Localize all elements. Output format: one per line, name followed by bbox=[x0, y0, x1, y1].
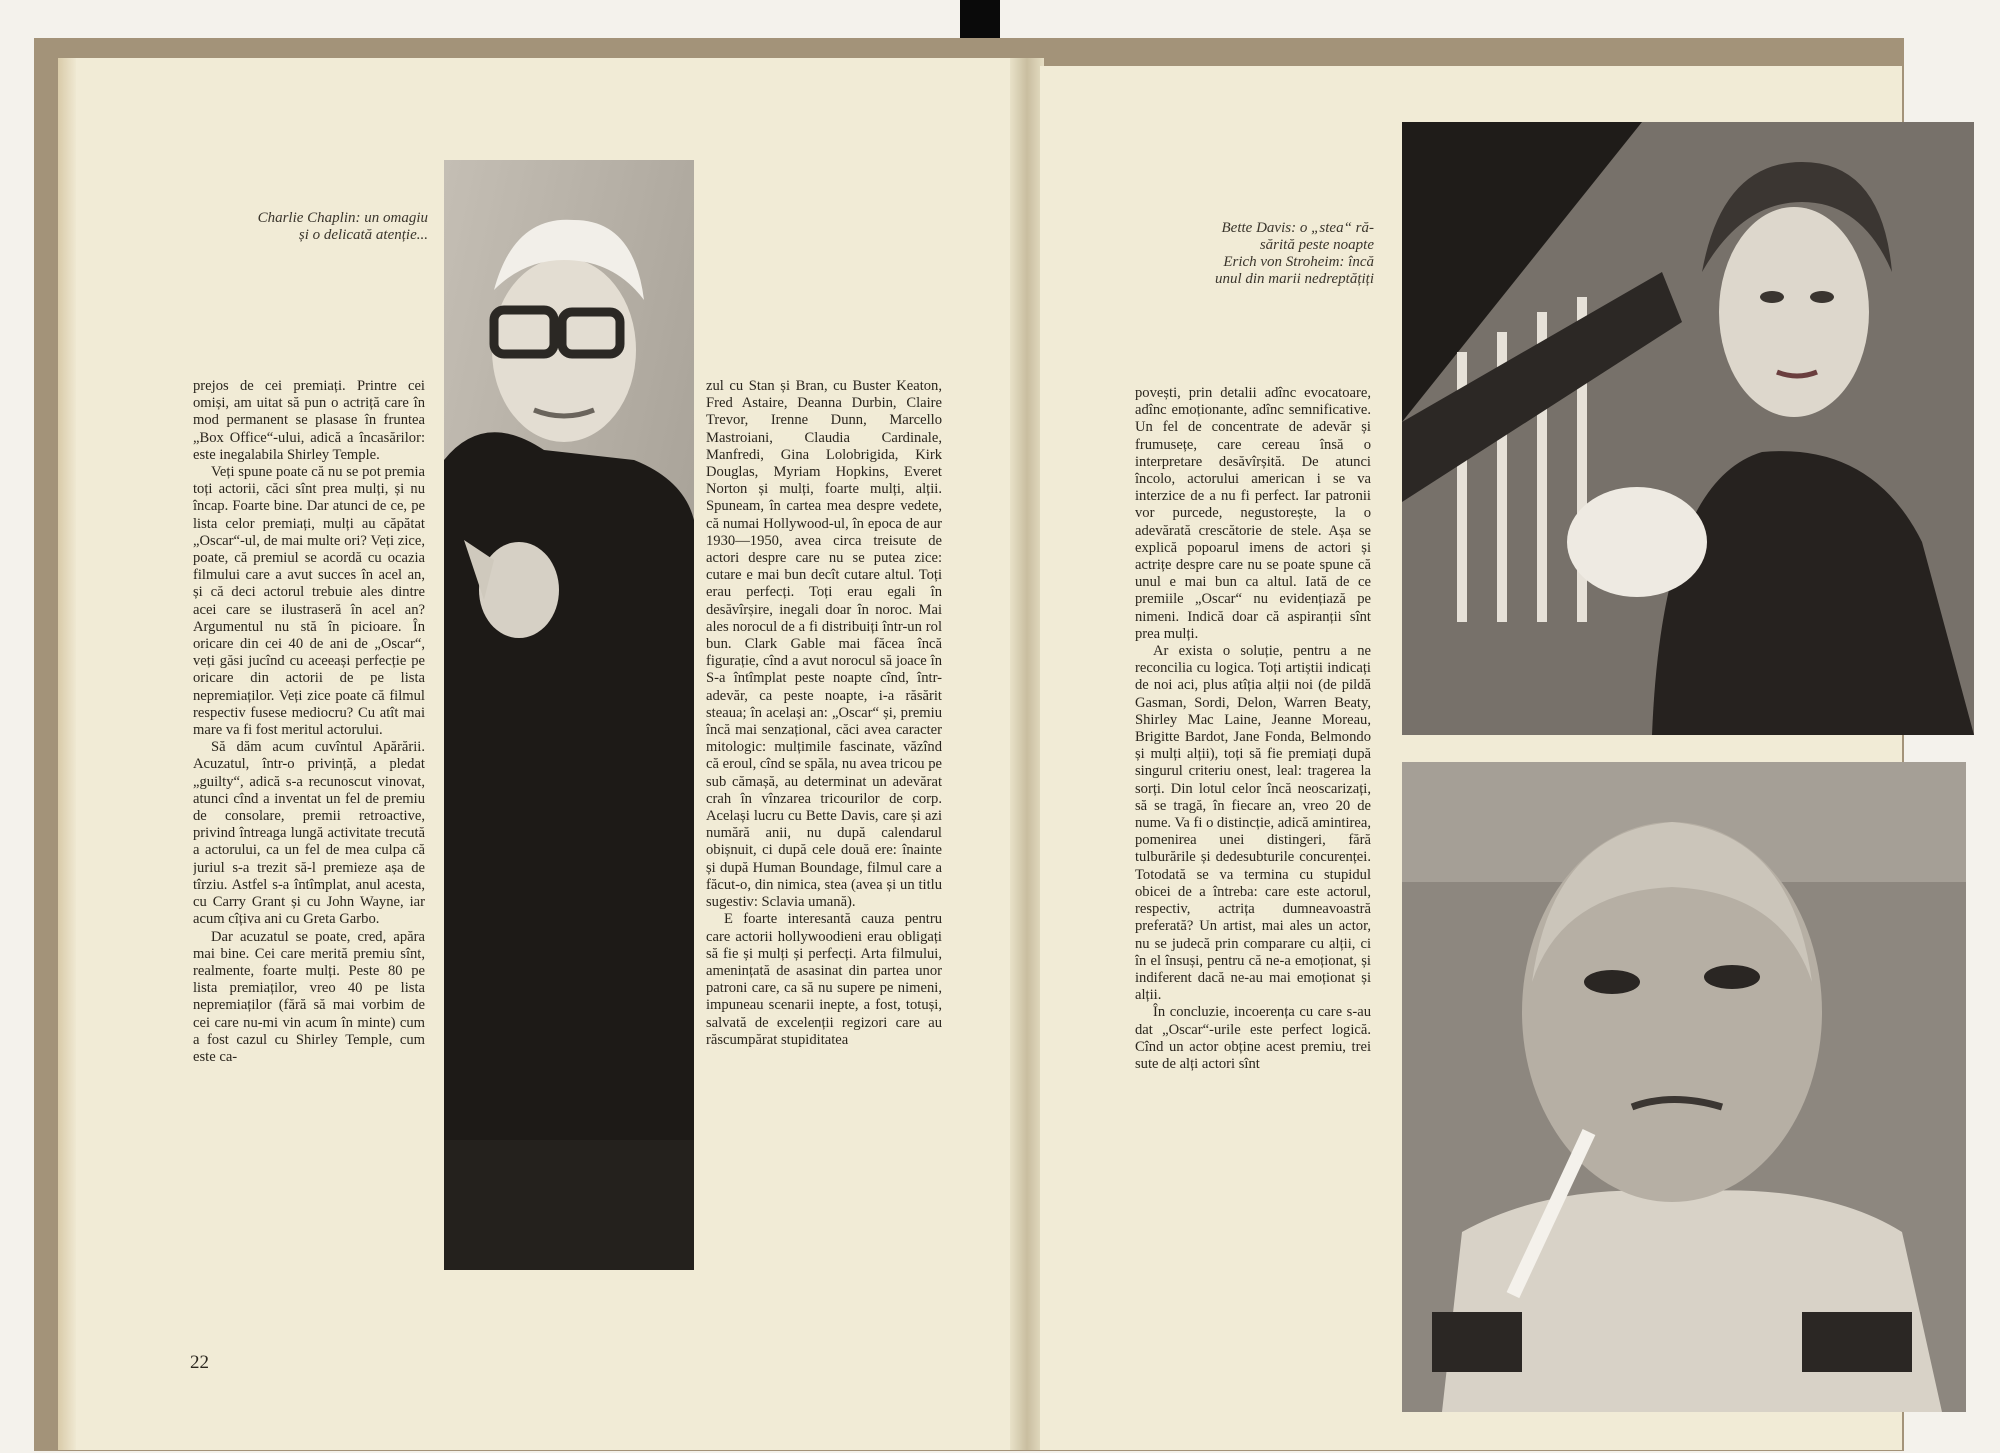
caption-line: Bette Davis: o „stea“ ră- bbox=[1221, 220, 1374, 236]
caption-line: sărită peste noapte bbox=[1259, 237, 1374, 253]
caption-line: Erich von Stroheim: încă bbox=[1223, 254, 1374, 270]
cover-top-strip bbox=[960, 0, 1000, 38]
caption-line: Charlie Chaplin: un omagiu bbox=[257, 210, 428, 226]
erich-von-stroheim-photo bbox=[1402, 762, 1966, 1412]
left-text-column-1 bbox=[193, 378, 425, 1336]
paragraph: Dar acuzatul se poate, cred, apăra mai bine. Cei care merită premiu sînt, realmente, foarte mulți. Peste 80 pe lista premiaților, vreo 40 pe lista nepremiaților (fără să mai vorbim de cei care nu-mi vin acum în minte) cum a fost cazul cu Shirley Temple, cum este ca- bbox=[193, 928, 425, 1065]
paragraph: E foarte interesantă cauza pentru care actorii hollywoodieni erau obligați să fie și mulți și perfecți. Arta filmului, amenințată de asasinat din partea unor patroni care, ca să nu supere pe nimeni, impuneau scenarii inepte, a fost, totuși, salvată de excelenții regizori care au răscumpărat stupiditatea bbox=[706, 911, 942, 1048]
paragraph: Să dăm acum cuvîntul Apărării. Acuzatul, într-o privință, a pledat „guilty“, adică s-a recunoscut vinovat, atunci cînd a inventat un fel de premiu de consolare, premii retroactive, privind întreaga lungă activitate trecută a actorului, ca un fel de mea culpa că juriul s-a trezit să-l premieze așa de tîrziu. Astfel s-a întîmplat, anul acesta, cu Carry Grant și cu John Wayne, iar acum cîțiva ani cu Greta Garbo. bbox=[193, 739, 425, 928]
right-text-column bbox=[1135, 385, 1371, 1331]
book-gutter bbox=[1010, 58, 1044, 1450]
paragraph: Veți spune poate că nu se pot premia toți actorii, căci sînt prea mulți, și nu încap. Foarte bine. Dar atunci de ce, pe lista celor premiați, mulți au căpătat „Oscar“-ul, de mai multe ori? Veți zice, poate, că premiul se acordă cu ocazia filmului care a avut succes în acel an, și că deci actorul trebuie ales dintre acei care se ilustraseră în acel an? Argumentul nu stă în picioare. În oricare din cei 40 de ani de „Oscar“, veți găsi jucînd cu aceeași perfecție pe oricare din actorii de pe lista nepremiaților. Veți zice poate că filmul respectiv fusese mediocru? Cu atît mai mare va fi fost meritul actorului. bbox=[193, 464, 425, 739]
paragraph: prejos de cei premiați. Printre cei omiși, am uitat să pun o actriță care în mod permanent se plasase în fruntea „Box Office“-ului, adică a încasărilor: este inegalabila Shirley Temple. bbox=[193, 378, 425, 463]
paragraph: Ar exista o soluție, pentru a ne reconcilia cu logica. Toți artiștii indicați de noi aci, plus atîția alții noi (de pildă Gasman, Sordi, Delon, Warren Beaty, Shirley Mac Laine, Jeanne Moreau, Brigitte Bardot, Jane Fonda, Belmondo și mulți alții), toți să fie premiați după singurul criteriu onest, leal: tragerea la sorți. Din lotul celor încă neoscarizați, să se tragă, în fiecare an, vreo 20 de nume. Va fi o distincție, adică amintirea, pomenirea unei distingeri, fără tulburările și dedesubturile concurenței. Totodată se va termina cu stupidul obicei de a întreba: care este actorul, respectiv, actrița dumneavoastră preferată? Un artist, mai ales un actor, nu se judecă prin comparare cu alții, ci în el însuși, pentru că ne-a emoționat, și indiferent dacă ne-au mai emoționat și alții. bbox=[1135, 643, 1371, 1004]
chaplin-caption bbox=[160, 210, 428, 244]
page-number: 22 bbox=[190, 1352, 209, 1373]
caption-line: și o delicată atenție... bbox=[298, 227, 428, 243]
paragraph: În concluzie, incoerența cu care s-au dat „Oscar“-urile este perfect logică. Cînd un actor obține acest premiu, trei sute de alți actori sînt bbox=[1135, 1004, 1371, 1072]
chaplin-photo bbox=[444, 160, 694, 1270]
left-text-column-2 bbox=[706, 378, 942, 1336]
caption-line: unul din marii nedreptățiți bbox=[1214, 271, 1374, 287]
bette-davis-photo bbox=[1402, 122, 1974, 735]
paragraph: zul cu Stan și Bran, cu Buster Keaton, Fred Astaire, Deanna Durbin, Claire Trevor, Irenne Dunn, Marcello Mastroiani, Claudia Cardinale, Manfredi, Gina Lolobrigida, Kirk Douglas, Myriam Hopkins, Everet Norton și mulți, foarte mulți, alții. Spuneam, în cartea mea despre vedete, că numai Hollywood-ul, în epoca de aur 1930—1950, avea circa treisute de actori despre care nu se putea zice: cutare e mai bun decît cutare altul. Toți erau perfecți. Toți erau egali în desăvîrșire, inegali doar în noroc. Mai ales norocul de a fi distribuiți într-un rol bun. Clark Gable mai făcea încă figurație, cînd a avut norocul să joace în S-a întîmplat peste noapte cînd, într-adevăr, ca peste noapte, i-a răsărit steaua; în același an: „Oscar“ și, premiu încă mai senzațional, căci avea caracter mitologic: mulțimile fascinate, văzînd că eroul, cînd se spăla, nu avea tricou pe sub cămașă, au determinat un adevărat crah în vînzarea tricourilor de corp. Același lucru cu Bette Davis, care și azi numără anii, nu după calendarul obișnuit, ci după cele două ere: înainte și după Human Boundage, filmul care a făcut-o, din nimica, stea (avea și un titlu sugestiv: Sclavia umană). bbox=[706, 378, 942, 911]
paragraph: povești, prin detalii adînc evocatoare, adînc emoționante, adînc semnificative. Un fel de concentrate de adevăr și frumusețe, care cereau însă o interpretare desăvîrșită. De atunci încolo, actorului american i se va interzice de a nu fi perfect. Iar patronii vor purcede, negustorește, la o adevărată crescătorie de stele. Așa se explică popoarul imens de actori și actrițe despre care nu se poate spune că unul e mai bun ca altul. Iată de ce premiile „Oscar“ nu evidențiază pe nimeni. Indică doar că aspiranții sînt prea mulți. bbox=[1135, 385, 1371, 642]
right-caption bbox=[1150, 220, 1374, 288]
left-page-edge bbox=[58, 58, 76, 1450]
